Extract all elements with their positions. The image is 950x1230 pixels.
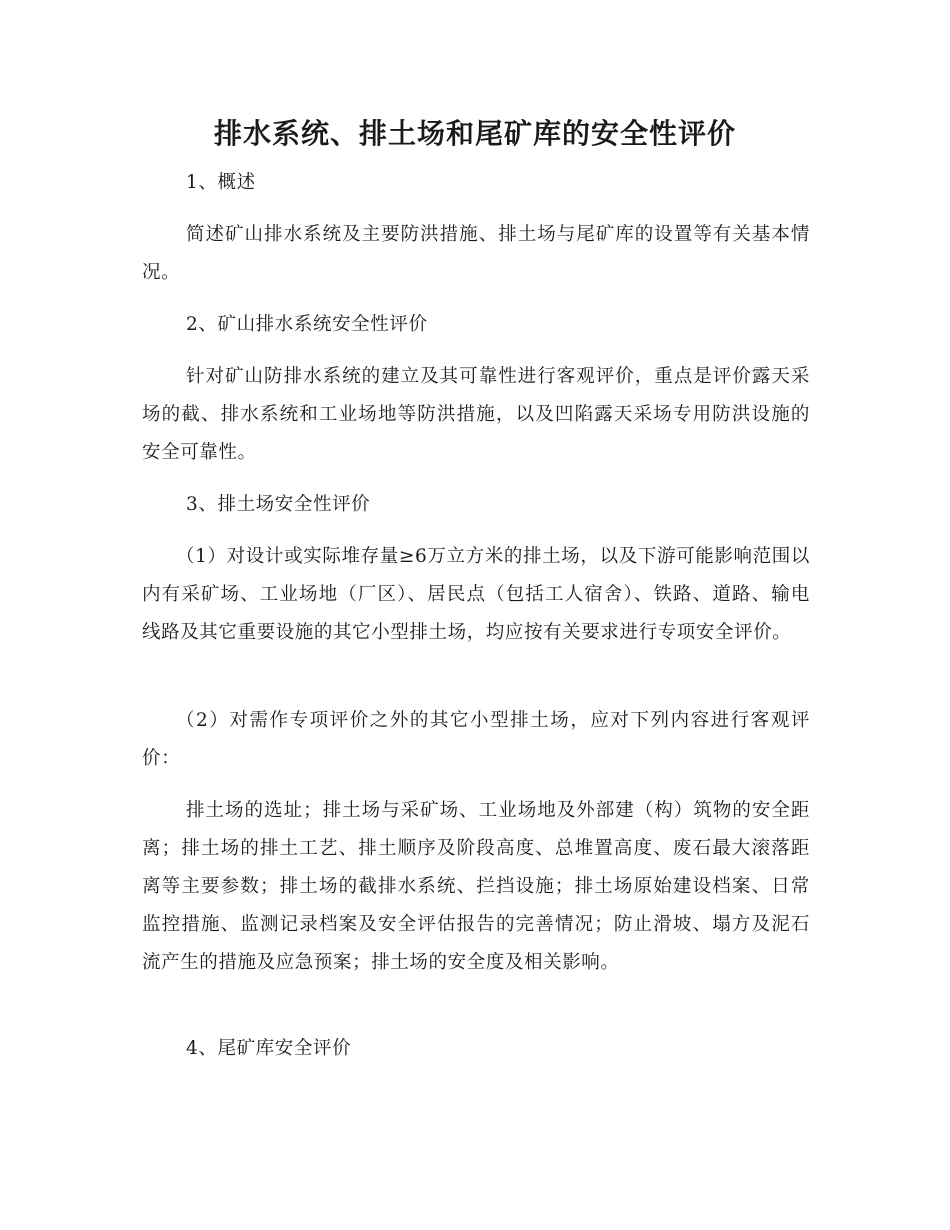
paragraph-dump-item-1: （1）对设计或实际堆存量≥6万立方米的排土场，以及下游可能影响范围以内有采矿场、工业场地（厂区）、居民点（包括工人宿舍）、铁路、道路、输电线路及其它重要设施的其它小型排土场，均应按有关要求进行专项安全评价。 (142, 546, 810, 643)
paragraph-dump-item-2: （2）对需作专项评价之外的其它小型排土场，应对下列内容进行客观评价： (142, 710, 810, 769)
section-heading-tailings: 4、尾矿库安全评价 (186, 1038, 352, 1059)
paragraph-overview-body: 简述矿山排水系统及主要防洪措施、排土场与尾矿库的设置等有关基本情况。 (142, 224, 810, 283)
section-heading-overview: 1、概述 (186, 172, 256, 193)
paragraph-drainage-body: 针对矿山防排水系统的建立及其可靠性进行客观评价，重点是评价露天采场的截、排水系统和工业场地等防洪措施，以及凹陷露天采场专用防洪设施的安全可靠性。 (142, 366, 810, 463)
document-title: 排水系统、排土场和尾矿库的安全性评价 (213, 117, 736, 150)
section-heading-dump: 3、排土场安全性评价 (186, 494, 371, 515)
paragraph-dump-contents: 排土场的选址；排土场与采矿场、工业场地及外部建（构）筑物的安全距离；排土场的排土工艺、排土顺序及阶段高度、总堆置高度、废石最大滚落距离等主要参数；排土场的截排水系统、拦挡设施；排土场原始建设档案、日常监控措施、监测记录档案及安全评估报告的完善情况；防止滑坡、塌方及泥石流产生的措施及应急预案；排土场的安全度及相关影响。 (142, 800, 810, 973)
section-heading-drainage: 2、矿山排水系统安全性评价 (186, 314, 428, 335)
